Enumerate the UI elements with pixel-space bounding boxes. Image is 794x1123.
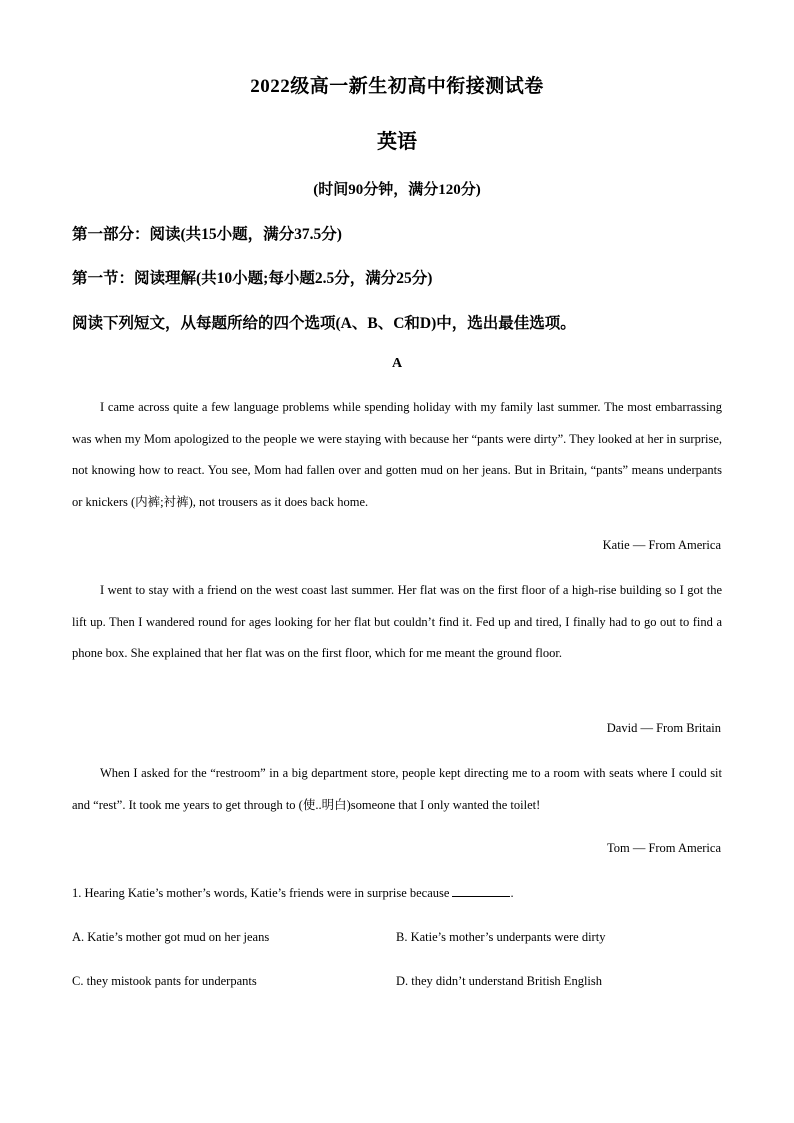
signature-tom: Tom — From America (606, 841, 721, 855)
exam-title: 2022级高一新生初高中衔接测试卷 (250, 76, 544, 97)
signature-katie: Katie — From America (602, 538, 721, 552)
option-a[interactable]: A. Katie’s mother got mud on her jeans (72, 930, 270, 944)
question-1-stem (72, 885, 514, 901)
question-stem-text: 1. Hearing Katie’s mother’s words, Katie’s friends were in surprise because (72, 886, 450, 900)
subject-title: 英语 (377, 131, 417, 153)
passage-label: A (391, 356, 403, 371)
question-stem-end: . (510, 886, 514, 900)
part-heading: 第一部分：阅读(共15小题，满分37.5分) (72, 226, 342, 243)
option-c[interactable]: C. they mistook pants for underpants (72, 974, 257, 988)
time-info: (时间90分钟，满分120分) (313, 182, 481, 198)
signature-david: David — From Britain (606, 721, 721, 735)
passage-paragraph-3: When I asked for the “restroom” in a big department store, people kept directing me to a room with seats where I could sit and “rest”. It took me years to get through to (使..明白)someone that I only wanted the toilet! (72, 766, 722, 812)
instruction-text: 阅读下列短文，从每题所给的四个选项(A、B、C和D)中，选出最佳选项。 (72, 315, 576, 332)
option-d[interactable]: D. they didn’t understand British English (396, 974, 603, 988)
passage-paragraph-1: I came across quite a few language problems while spending holiday with my family last summer. The most embarrassing was when my Mom apologized to the people we were staying with because her “pants were dirty”. They looked at her in surprise, not knowing how to react. You see, Mom had fallen over and gotten mud on her jeans. But in Britain, “pants” means underpants or knickers (内裤;衬裤), not trousers as it does back home. (72, 400, 722, 509)
passage-paragraph-2: I went to stay with a friend on the west coast last summer. Her flat was on the first floor of a high-rise building so I got the lift up. Then I wandered round for ages looking for her flat but couldn’t find it. Fed up and tired, I finally had to go out to find a phone box. She explained that her flat was on the first floor, which for me meant the ground floor. (72, 583, 722, 660)
section-heading: 第一节：阅读理解(共10小题;每小题2.5分，满分25分) (72, 270, 433, 287)
option-b[interactable]: B. Katie’s mother’s underpants were dirty (396, 930, 606, 944)
answer-blank (452, 885, 510, 897)
